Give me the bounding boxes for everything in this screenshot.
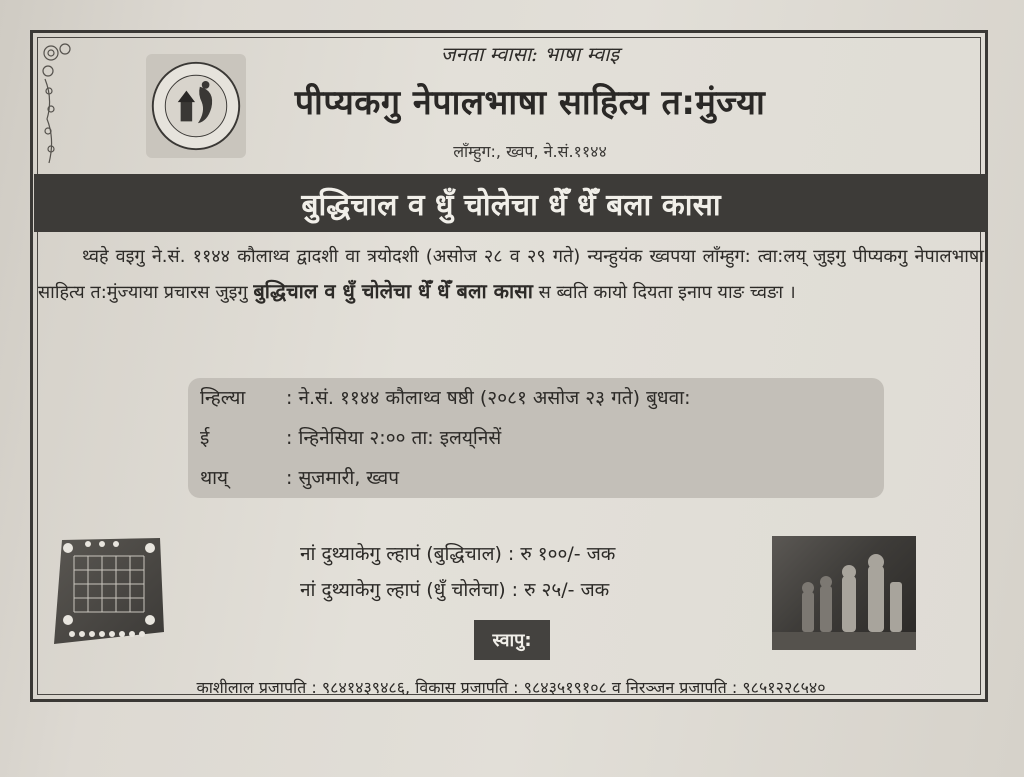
tagline: जनता म्वासा: भाषा म्वाइ xyxy=(440,42,620,66)
event-time-row xyxy=(200,424,880,450)
event-venue-row xyxy=(200,464,880,490)
seal-logo-icon xyxy=(148,58,244,154)
title-banner xyxy=(34,174,988,232)
event-date-label: न्हिल्या xyxy=(200,387,246,409)
intro-paragraph xyxy=(38,240,984,310)
chess-pieces-icon xyxy=(772,536,916,650)
event-date-row xyxy=(200,384,880,410)
event-venue-label: थाय् xyxy=(200,467,229,489)
dhun-board-icon xyxy=(52,536,166,646)
intro-text-bold: बुद्धिचाल व धुँ चोलेचा धेँ धेँ बला कासा xyxy=(253,279,533,303)
intro-text-part2: स ब्वति कायो दियता इनाप याङ च्वङा । xyxy=(532,282,796,303)
organization-logo xyxy=(146,54,246,158)
organization-name: पीप्यकगु नेपालभाषा साहित्य त:मुंज्या xyxy=(294,83,766,123)
event-venue-value: : सुजमारी, ख्वप xyxy=(286,467,399,489)
contact-numbers: काशीलाल प्रजापति : ९८४१४३९४८६, विकास प्रजापति : ९८४३५१९१०८ व निरञ्जन प्रजापति : ९८५१२२८५४० xyxy=(196,678,826,697)
event-date-value: : ने.सं. ११४४ कौलाथ्व षष्ठी (२०८१ असोज २३ गते) बुधवा: xyxy=(286,387,691,409)
welcome-label: स्वापु: xyxy=(474,620,550,660)
chess-pieces-photo xyxy=(772,536,916,650)
intro-text-part1: थ्वहे वइगु ने.सं. ११४४ कौलाथ्व द्वादशी वा त्रयोदशी (असोज २८ व २९ गते) न्यन्हुयंक ख्वपया लाँम्हुग: त्वा:लय् जुइगु पीप्यकगु नेपालभाषा साहित्य त:मुंज्याया प्रचारस जुइगु xyxy=(38,246,984,303)
event-time-value: : न्हिनेसिया २:०० ता: इलय्‌निसें xyxy=(286,427,502,449)
banner-title: बुद्धिचाल व धुँ चोलेचा धेँ धेँ बला कासा xyxy=(301,187,721,223)
fee-chess: नां दुथ्याकेगु ल्हापं (बुद्धिचाल) : रु १००/- जक xyxy=(300,543,616,565)
floral-corner-ornament-icon xyxy=(39,39,79,169)
event-time-label: ई xyxy=(200,427,210,449)
fee-dhun: नां दुथ्याकेगु ल्हापं (धुँ चोलेचा) : रु २५/- जक xyxy=(300,579,610,601)
organization-address: लाँम्हुग:, ख्वप, ने.सं.११४४ xyxy=(453,142,607,161)
